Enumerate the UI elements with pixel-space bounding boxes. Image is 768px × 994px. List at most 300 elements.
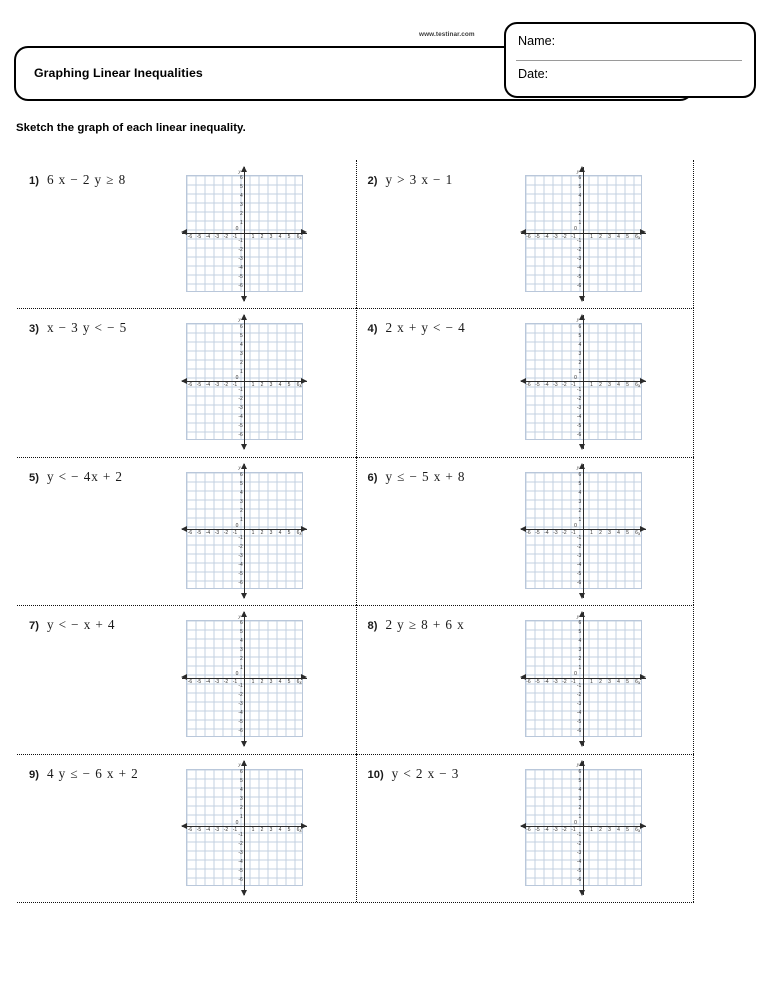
x-tick-label: 4 [278,233,282,240]
x-tick-label: -6 [526,233,531,240]
coordinate-grid[interactable] [182,761,307,895]
origin-label: 0 [235,374,239,381]
x-tick-label: -3 [553,381,558,388]
x-tick-label: 3 [608,530,611,537]
cell-divider-horizontal [17,605,694,606]
y-tick-label: -2 [576,247,582,254]
problem-row [17,605,694,753]
problem-expression: y < 2 x − 3 [391,765,460,781]
origin-label: 0 [574,819,577,826]
x-tick-label: -6 [526,678,531,685]
y-tick-label: -2 [238,692,243,699]
y-tick-label: -2 [576,395,582,402]
y-tick-label: -5 [238,867,243,874]
y-tick-label: -5 [238,719,243,726]
x-tick-label: 1 [590,381,593,388]
problem-statement [29,617,115,633]
y-tick-label: -5 [238,571,243,578]
x-axis-label: x [638,531,641,538]
x-axis-label: x [638,382,641,389]
y-tick-label: 6 [240,768,243,775]
problem-row [17,457,694,605]
problem-statement [29,320,127,336]
y-tick-label: 4 [578,490,582,497]
x-tick-label: -4 [544,381,549,388]
problem-statement [368,320,466,336]
axis-arrow-down-icon [579,444,585,450]
problem-statement [29,172,126,188]
x-tick-label: 2 [260,530,264,537]
cell-divider-horizontal [17,902,694,903]
axis-arrow-up-icon [241,760,247,766]
x-tick-label: -1 [571,827,576,834]
y-tick-label: 5 [240,184,243,191]
y-tick-label: 1 [240,517,243,524]
coordinate-grid[interactable] [182,464,307,598]
origin-label: 0 [235,671,239,678]
y-tick-label: -4 [238,265,243,272]
x-tick-label: -2 [562,381,567,388]
y-tick-label: -2 [238,395,243,402]
y-tick-label: -6 [576,580,582,587]
problem-number: 1) [29,175,39,187]
coordinate-grid[interactable] [521,464,646,598]
x-tick-label: -1 [232,678,238,685]
y-tick-label: 2 [578,804,582,811]
y-axis [244,464,245,598]
cell-divider-vertical [356,457,357,605]
x-tick-label: 5 [287,827,291,834]
y-tick-label: 3 [578,795,582,802]
y-axis-label: y [576,316,580,323]
axis-arrow-up-icon [241,314,247,320]
origin-label: 0 [235,819,239,826]
problem-expression: 4 y ≤ − 6 x + 2 [46,765,139,781]
x-tick-label: -2 [223,678,229,685]
y-tick-label: -4 [238,562,243,569]
x-tick-label: 5 [626,827,629,834]
problem-number: 3) [29,323,39,336]
y-tick-label: 2 [578,359,582,366]
x-tick-label: 1 [251,381,255,388]
y-tick-label: -1 [576,386,582,393]
x-tick-label: -4 [544,530,549,537]
x-tick-label: 1 [251,530,255,537]
y-tick-label: -1 [238,683,243,690]
y-tick-label: -3 [238,849,243,856]
x-tick-label: -5 [196,678,202,685]
y-tick-label: 1 [240,813,243,820]
problem-cell [17,457,356,605]
x-tick-label: 5 [287,381,291,388]
cell-divider-vertical [356,754,357,902]
y-tick-label: 3 [578,202,582,209]
x-tick-label: -4 [205,233,211,240]
y-tick-label: -3 [576,701,582,708]
y-tick-label: -4 [576,413,582,420]
problem-cell [356,754,695,902]
y-tick-label: 1 [578,813,582,820]
x-tick-label: -2 [223,530,229,537]
x-tick-label: 6 [635,530,638,537]
y-tick-label: 5 [240,332,243,339]
axis-arrow-down-icon [579,296,585,302]
x-tick-label: -3 [214,381,220,388]
x-axis-label: x [638,828,641,835]
x-tick-label: 6 [296,827,300,834]
x-tick-label: -4 [205,678,211,685]
instruction-text: Sketch the graph of each linear inequality. [16,122,246,134]
y-tick-label: -6 [576,283,582,290]
x-axis-label: x [638,679,641,686]
x-tick-label: -3 [214,530,220,537]
x-tick-label: -6 [526,381,531,388]
y-axis [583,612,584,746]
cell-divider-vertical [356,160,357,308]
x-tick-label: 1 [251,678,255,685]
coordinate-grid[interactable] [521,167,646,301]
y-axis-label: y [238,762,241,769]
y-tick-label: 3 [240,202,243,209]
y-tick-label: -4 [238,710,243,717]
x-tick-label: -4 [205,381,211,388]
x-tick-label: 4 [617,530,620,537]
y-tick-label: 2 [240,359,243,366]
y-tick-label: 1 [240,220,243,227]
x-tick-label: -5 [196,530,202,537]
origin-label: 0 [574,374,577,381]
problem-statement [368,469,466,485]
y-tick-label: -4 [576,858,582,865]
axis-arrow-down-icon [241,593,247,599]
x-tick-label: -4 [205,827,211,834]
x-tick-label: 4 [617,678,620,685]
y-axis-label: y [238,168,241,175]
x-tick-label: 6 [296,530,300,537]
x-tick-label: 6 [296,678,300,685]
x-tick-label: -3 [553,678,558,685]
problem-number: 10) [367,768,384,781]
x-tick-label: -1 [232,827,238,834]
problem-cell [356,160,695,308]
x-tick-label: 6 [296,233,300,240]
x-tick-label: -5 [535,233,540,240]
y-tick-label: 4 [240,193,243,200]
y-tick-label: -1 [576,535,582,542]
axis-arrow-up-icon [579,611,585,617]
x-tick-label: 5 [626,678,629,685]
axis-arrow-up-icon [576,463,585,472]
x-tick-label: -2 [562,530,567,537]
y-tick-label: -5 [238,274,243,281]
x-tick-label: 5 [626,233,629,240]
problem-expression: 2 x + y < − 4 [385,320,466,336]
y-tick-label: -4 [576,562,582,569]
x-axis-label: x [299,234,302,241]
y-tick-label: 4 [578,786,582,793]
x-tick-label: -5 [196,233,202,240]
problem-statement [29,766,139,782]
y-tick-label: 2 [240,211,243,218]
x-tick-label: -1 [571,381,576,388]
coordinate-grid[interactable] [521,612,646,746]
x-tick-label: 6 [635,233,638,240]
y-tick-label: -2 [238,247,243,254]
y-tick-label: 5 [578,332,582,339]
y-tick-label: -6 [576,431,582,438]
worksheet-header [0,0,768,112]
y-tick-label: -1 [238,386,243,393]
y-axis-label: y [576,762,580,769]
y-tick-label: 4 [578,193,582,200]
y-tick-label: 1 [578,368,582,375]
y-tick-label: 3 [240,499,243,506]
x-tick-label: 4 [617,381,620,388]
x-tick-label: 3 [269,678,273,685]
problem-number: 8) [367,620,378,633]
y-axis [244,167,245,301]
y-tick-label: 1 [578,517,582,524]
x-tick-label: -5 [535,530,540,537]
origin-label: 0 [574,226,577,233]
y-axis-label: y [576,465,580,472]
y-tick-label: -3 [238,701,243,708]
y-axis [583,761,584,895]
y-tick-label: 2 [578,211,582,218]
problem-expression: 6 x − 2 y ≥ 8 [46,172,127,187]
y-tick-label: -1 [238,535,243,542]
y-axis [583,464,584,598]
problem-number: 4) [367,323,378,336]
x-axis-label: x [299,679,302,686]
y-tick-label: 2 [578,656,582,663]
x-tick-label: 1 [590,530,593,537]
y-tick-label: 5 [240,629,243,636]
axis-arrow-up-icon [576,760,585,769]
origin-label: 0 [235,226,239,233]
coordinate-grid[interactable] [182,612,307,746]
x-tick-label: -2 [223,233,229,240]
x-tick-label: -6 [187,381,193,388]
coordinate-grid[interactable] [182,315,307,449]
y-tick-label: 6 [578,175,582,182]
y-tick-label: 4 [578,638,582,645]
y-axis-label: y [238,613,241,620]
x-tick-label: -3 [214,827,220,834]
x-tick-label: -1 [571,233,576,240]
x-tick-label: 4 [278,678,282,685]
x-tick-label: -5 [535,827,540,834]
x-tick-label: 2 [260,233,264,240]
x-tick-label: -1 [571,678,576,685]
coordinate-grid[interactable] [521,761,646,895]
y-tick-label: -3 [576,553,582,560]
y-tick-label: 5 [578,777,582,784]
y-tick-label: -3 [576,256,582,263]
y-tick-label: 4 [240,490,243,497]
y-tick-label: -6 [238,580,243,587]
cell-divider-vertical [693,160,694,308]
problem-row [17,754,694,902]
y-tick-label: -5 [576,867,582,874]
y-tick-label: -2 [576,840,582,847]
x-tick-label: -5 [535,381,540,388]
x-tick-label: 4 [278,827,282,834]
x-tick-label: 3 [269,530,273,537]
x-tick-label: 2 [260,827,264,834]
y-axis [244,761,245,895]
x-tick-label: 6 [296,381,300,388]
problem-statement [368,172,454,188]
y-tick-label: 6 [578,768,582,775]
x-tick-label: 5 [287,678,291,685]
problem-cell [17,605,356,753]
problem-number: 7) [29,620,39,633]
cell-divider-vertical [693,605,694,753]
cell-divider-vertical [693,308,694,456]
y-tick-label: -1 [238,238,243,245]
y-tick-label: -2 [238,840,243,847]
y-tick-label: 1 [240,368,243,375]
y-tick-label: -3 [238,404,243,411]
y-tick-label: 1 [578,665,582,672]
x-tick-label: 3 [608,678,611,685]
x-tick-label: 1 [251,233,255,240]
y-tick-label: 3 [240,647,243,654]
y-tick-label: 3 [578,647,582,654]
x-tick-label: -6 [187,827,193,834]
y-tick-label: -6 [238,431,243,438]
problem-row [17,160,694,308]
y-tick-label: -5 [576,274,582,281]
cell-divider-vertical [693,457,694,605]
problem-cell [17,754,356,902]
x-tick-label: -3 [553,827,558,834]
y-tick-label: -1 [576,238,582,245]
x-axis-label: x [299,382,302,389]
x-tick-label: 4 [278,381,282,388]
problem-statement [368,617,465,633]
problem-row [17,308,694,456]
x-tick-label: -2 [562,233,567,240]
origin-label: 0 [235,522,239,529]
y-tick-label: -5 [238,422,243,429]
x-tick-label: 3 [269,233,273,240]
y-tick-label: -2 [576,544,582,551]
y-tick-label: 6 [578,323,582,330]
x-tick-label: 2 [599,530,602,537]
page-title: Graphing Linear Inequalities [34,66,203,80]
x-axis-label: x [299,828,302,835]
y-tick-label: 3 [240,350,243,357]
problem-cell [356,457,695,605]
x-tick-label: -5 [535,678,540,685]
date-field-label: Date: [518,67,549,81]
coordinate-grid[interactable] [182,167,307,301]
y-tick-label: -3 [576,404,582,411]
y-tick-label: 2 [240,508,243,515]
y-tick-label: 1 [578,220,582,227]
x-tick-label: -5 [196,827,202,834]
y-tick-label: -2 [238,544,243,551]
x-tick-label: -6 [526,530,531,537]
y-tick-label: -4 [576,710,582,717]
y-tick-label: 6 [578,472,582,479]
axis-arrow-down-icon [241,890,247,896]
x-tick-label: 2 [599,233,602,240]
x-tick-label: -2 [562,678,567,685]
cell-divider-vertical [693,754,694,902]
x-tick-label: -3 [214,678,220,685]
y-tick-label: 4 [240,638,243,645]
x-axis-label: x [299,531,302,538]
x-tick-label: 2 [599,827,602,834]
x-tick-label: 5 [287,233,291,240]
problem-number: 9) [29,768,39,781]
x-tick-label: -5 [196,381,202,388]
problem-expression: y < − x + 4 [46,617,116,633]
coordinate-grid[interactable] [521,315,646,449]
x-tick-label: 2 [260,381,264,388]
y-axis [244,315,245,449]
x-tick-label: 5 [626,381,629,388]
problem-cell [356,605,695,753]
axis-arrow-up-icon [241,611,247,617]
cell-divider-vertical [356,308,357,456]
x-tick-label: -4 [544,678,549,685]
cell-divider-vertical [356,605,357,753]
x-tick-label: 3 [608,381,611,388]
y-tick-label: -1 [238,831,243,838]
x-tick-label: -6 [187,530,193,537]
y-tick-label: -3 [576,849,582,856]
x-tick-label: -2 [223,827,229,834]
y-tick-label: -6 [238,876,243,883]
y-tick-label: 6 [578,620,582,627]
problem-grid [17,160,694,902]
x-tick-label: 3 [269,827,273,834]
y-tick-label: -6 [238,283,243,290]
y-tick-label: -4 [238,413,243,420]
axis-arrow-up-icon [241,463,247,469]
x-tick-label: 6 [635,678,638,685]
x-tick-label: 3 [608,233,611,240]
y-axis-label: y [576,613,580,620]
x-tick-label: -4 [205,530,211,537]
x-tick-label: 1 [251,827,255,834]
problem-cell [356,308,695,456]
y-tick-label: 6 [240,323,243,330]
problem-number: 5) [29,471,39,484]
y-tick-label: 2 [240,804,243,811]
axis-arrow-down-icon [579,593,585,599]
y-tick-label: -4 [238,858,243,865]
x-tick-label: 2 [599,381,602,388]
problem-statement [368,766,460,782]
problem-expression: y ≤ − 5 x + 8 [385,468,466,484]
y-tick-label: -6 [576,728,582,735]
problem-number: 6) [367,471,378,484]
x-tick-label: -2 [223,381,229,388]
y-tick-label: 3 [578,499,582,506]
x-axis-label: x [638,234,641,241]
problem-expression: x − 3 y < − 5 [46,320,128,336]
y-tick-label: 6 [240,175,243,182]
y-axis-label: y [238,316,241,323]
y-tick-label: -5 [576,422,582,429]
name-field-label: Name: [518,34,556,48]
x-tick-label: -6 [187,233,193,240]
